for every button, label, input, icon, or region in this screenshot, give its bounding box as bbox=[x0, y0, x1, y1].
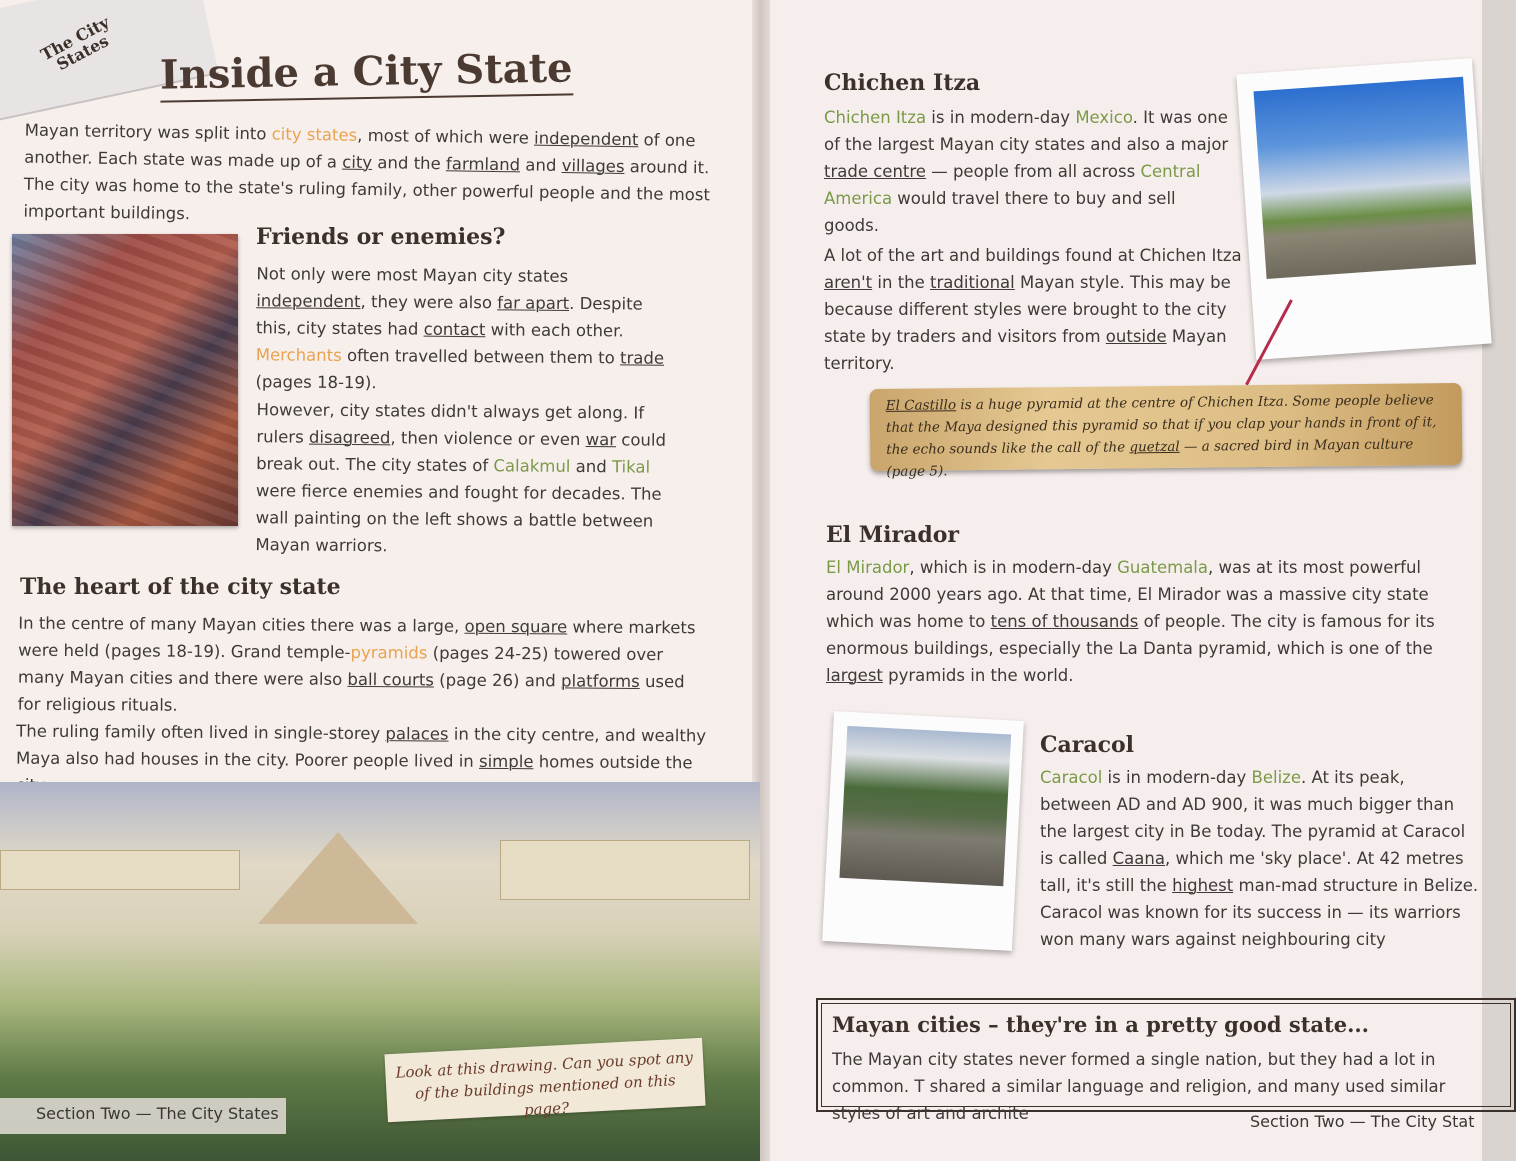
friends-paragraph-2: However, city states didn't always get along. If rulers disagreed, then violence or even war could break out. The city states of Calakmul and Tikal were fierce enemies and fought for decades. The wall painting on the left shows a battle between Mayan warriors. bbox=[255, 400, 667, 556]
caracol-paragraph: Caracol is in modern-day Belize. At its peak, between AD and AD 900, it was much bigger than the largest city in Be today. The pyramid at Caracol is called Caana, which me 'sky place'. At 42 metres tall, it's still the highest man-mad structure in Belize. Caracol was known for its success in — its warriors won many wars against neighbouring city bbox=[1040, 768, 1479, 949]
illustration-buildings-left bbox=[0, 850, 240, 890]
section-corner-label: The City States bbox=[37, 12, 113, 75]
footer-left: Section Two — The City States bbox=[0, 1098, 286, 1134]
chichen-itza-photo bbox=[1236, 58, 1491, 360]
heart-paragraph-1: In the centre of many Mayan cities there was a large, open square where markets were held (pages 18-19). Grand temple-pyramids (pages 24-25) towered over many Mayan cities and there were also ball courts (page 26) and platforms used for religious rituals. bbox=[17, 613, 696, 715]
heart-heading: The heart of the city state bbox=[20, 574, 341, 600]
intro-paragraph: Mayan territory was split into city states, most of which were independent of one another. Each state was made up of a city and the farmland and villages around it. The city was home to the state's ruling family, other powerful people and the most important buildings. bbox=[23, 120, 711, 224]
caracol-heading: Caracol bbox=[1040, 732, 1135, 758]
chichen-heading: Chichen Itza bbox=[824, 70, 981, 96]
summary-title: Mayan cities – they're in a pretty good state... bbox=[832, 1012, 1369, 1037]
illustration-buildings-right bbox=[500, 840, 750, 900]
el-castillo-note: El Castillo is a huge pyramid at the centre of Chichen Itza. Some people believe that the Maya designed this pyramid so that if you clap your hands in front of it, the echo sounds like the call of the quetzal — a sacred bird in Mayan culture (page 5). bbox=[870, 383, 1463, 471]
chichen-paragraph-1: Chichen Itza is in modern-day Mexico. It was one of the largest Mayan city states and also a major trade centre — people from all across Central America would travel there to buy and sell goods. bbox=[824, 108, 1229, 235]
mirador-heading: El Mirador bbox=[826, 522, 959, 548]
caracol-ruins-image bbox=[839, 726, 1011, 886]
friends-heading: Friends or enemies? bbox=[256, 224, 506, 250]
glossary-term: city states bbox=[271, 124, 358, 145]
battle-wall-painting bbox=[12, 234, 238, 526]
illustration-pyramid bbox=[258, 832, 418, 924]
caracol-photo bbox=[822, 711, 1024, 951]
mirador-paragraph: El Mirador, which is in modern-day Guatemala, was at its most powerful around 2000 years ago. At that time, El Mirador was a massive city state which was home to tens of thousands of people. The city is famous for its enormous buildings, especially the La Danta pyramid, which is one of the largest pyramids in the world. bbox=[826, 558, 1435, 685]
drawing-caption: Look at this drawing. Can you spot any of the buildings mentioned on this page? bbox=[384, 1038, 705, 1123]
page-title: Inside a City State bbox=[160, 44, 573, 102]
friends-paragraph-1: Not only were most Mayan city states independent, they were also far apart. Despite this, city states had contact with each other. Merchants often travelled between them to trade (pages 18-19). bbox=[255, 264, 665, 393]
summary-text: The Mayan city states never formed a single nation, but they had a lot in common. T shared a similar language and religion, and many used similar styles of art and archite bbox=[832, 1050, 1446, 1123]
chichen-paragraph-2: A lot of the art and buildings found at Chichen Itza aren't in the traditional Mayan style. This may be because different styles were brought to the city state by traders and visitors from outside Mayan territory. bbox=[824, 246, 1242, 373]
footer-right: Section Two — The City Stat bbox=[1250, 1112, 1475, 1131]
pyramid-image bbox=[1254, 77, 1477, 279]
heart-paragraph-2: The ruling family often lived in single-storey palaces in the city centre, and wealthy Maya also had houses in the city. Poorer people lived in simple homes outside the bbox=[15, 721, 707, 773]
